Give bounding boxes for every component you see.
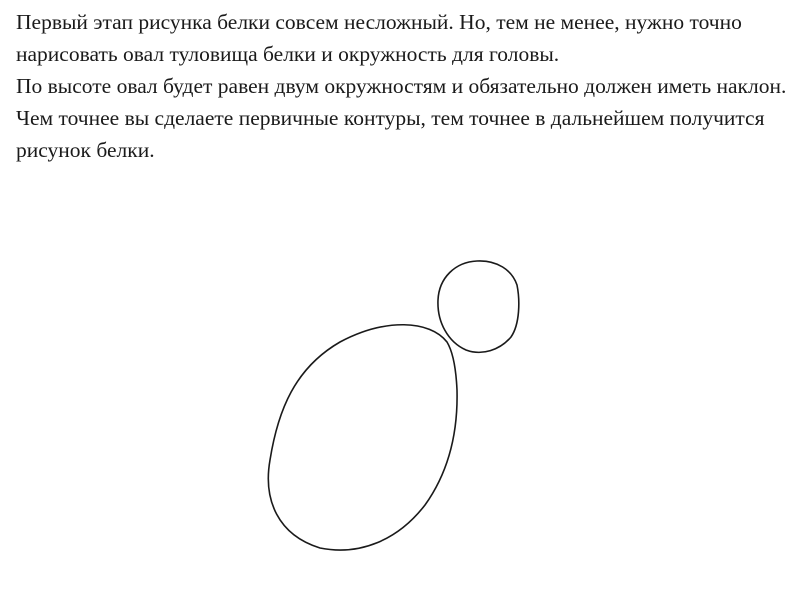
body-oval <box>268 325 457 550</box>
instruction-paragraph-2: По высоте овал будет равен двум окружностям и обязательно должен иметь наклон. Чем точнее вы сделаете первичные контуры, тем точнее в дальнейшем получится рисунок белки. <box>16 74 787 162</box>
head-circle <box>438 261 519 352</box>
instruction-paragraph-1: Первый этап рисунка белки совсем несложный. Но, тем не менее, нужно точно нарисовать овал туловища белки и окружность для головы. <box>16 10 742 66</box>
